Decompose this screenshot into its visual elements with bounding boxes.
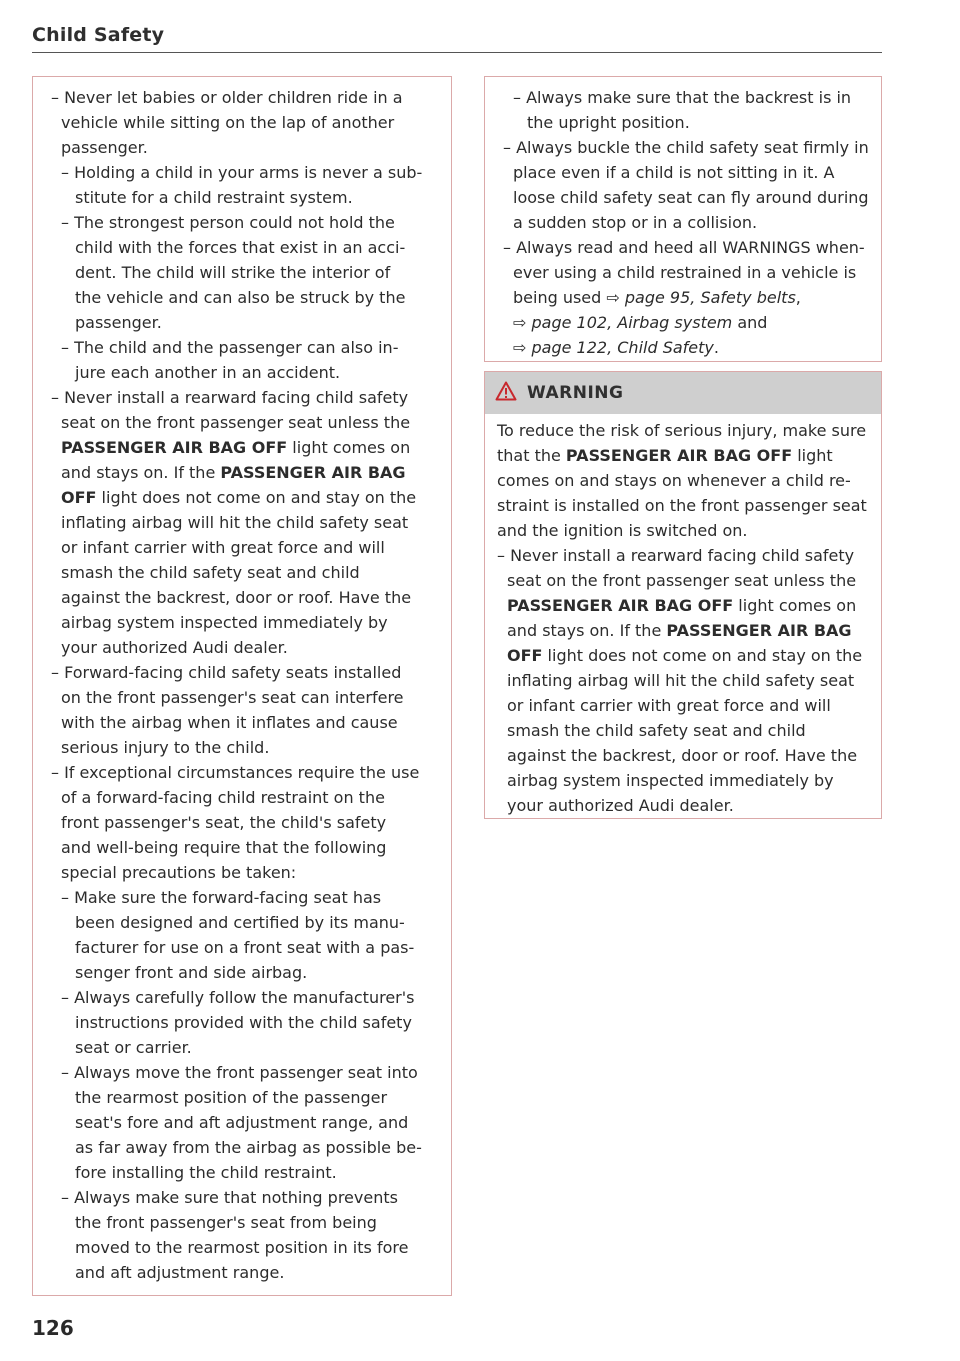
bold-term: OFF (507, 646, 543, 665)
text-line: inflating airbag will hit the child safety seat (61, 513, 409, 532)
text-line: ever using a child restrained in a vehicle is (513, 263, 857, 282)
text-line: dent. The child will strike the interior of (75, 263, 391, 282)
text-line (497, 593, 871, 618)
text-line: special precautions be taken: (61, 863, 297, 882)
text-line: – Always carefully follow the manufacturer's (61, 988, 415, 1007)
text-line (51, 435, 441, 460)
text-line (51, 485, 441, 510)
text-line: moved to the rearmost position in its fore (75, 1238, 409, 1257)
text-run: light comes on (287, 438, 411, 457)
text-line: and the ignition is switched on. (497, 521, 748, 540)
text-line: – Make sure the forward-facing seat has (61, 888, 382, 907)
text-line: with the airbag when it inflates and cause (61, 713, 398, 732)
text-line (503, 335, 871, 360)
text-line (503, 285, 871, 310)
text-line: airbag system inspected immediately by (61, 613, 388, 632)
text-line: a sudden stop or in a collision. (513, 213, 758, 232)
text-line: – Always read and heed all WARNINGS when- (503, 238, 865, 257)
text-line: on the front passenger's seat can interfere (61, 688, 404, 707)
text-line: smash the child safety seat and child (61, 563, 360, 582)
page-reference-link[interactable]: ⇨ page 102, Airbag system (513, 313, 733, 332)
text-line: of a forward-facing child restraint on the (61, 788, 385, 807)
text-line: To reduce the risk of serious injury, make sure (497, 421, 867, 440)
text-run: that the (497, 446, 566, 465)
text-line: been designed and certified by its manu- (75, 913, 405, 932)
text-line: seat's fore and aft adjustment range, and (75, 1113, 409, 1132)
text-line: senger front and side airbag. (75, 963, 308, 982)
text-line: comes on and stays on whenever a child re- (497, 471, 851, 490)
text-line: – Always make sure that the backrest is in (513, 88, 852, 107)
text-line: stitute for a child restraint system. (75, 188, 353, 207)
text-line: or infant carrier with great force and will (61, 538, 385, 557)
text-line: the front passenger's seat from being (75, 1213, 377, 1232)
text-line: the vehicle and can also be struck by the (75, 288, 406, 307)
right-text-box (484, 76, 882, 362)
text-line: the upright position. (527, 113, 690, 132)
text-line (51, 460, 441, 485)
text-run: light comes on (733, 596, 857, 615)
text-line: – If exceptional circumstances require the use (51, 763, 420, 782)
warning-box (484, 371, 882, 819)
text-line: your authorized Audi dealer. (61, 638, 288, 657)
text-line: and aft adjustment range. (75, 1263, 285, 1282)
text-line: fore installing the child restraint. (75, 1163, 337, 1182)
text-line: your authorized Audi dealer. (507, 796, 734, 815)
text-line: jure each another in an accident. (75, 363, 341, 382)
left-text-box (32, 76, 452, 1296)
text-line: vehicle while sitting on the lap of another (61, 113, 395, 132)
text-line: seat or carrier. (75, 1038, 192, 1057)
text-line: against the backrest, door or roof. Have the (61, 588, 412, 607)
text-line: airbag system inspected immediately by (507, 771, 834, 790)
warning-header (485, 372, 881, 414)
section-title: Child Safety (32, 24, 165, 46)
text-line: smash the child safety seat and child (507, 721, 806, 740)
warning-triangle-icon (495, 381, 517, 405)
text-line: – Never install a rearward facing child safety (497, 546, 855, 565)
text-run: light (792, 446, 833, 465)
warning-body (485, 414, 881, 818)
text-run: and stays on. If the (61, 463, 221, 482)
text-line (497, 618, 871, 643)
text-line: inflating airbag will hit the child safety seat (507, 671, 855, 690)
text-line: instructions provided with the child safety (75, 1013, 412, 1032)
text-run: and (732, 313, 768, 332)
text-line: – Always buckle the child safety seat firmly in (503, 138, 869, 157)
page-number: 126 (32, 1316, 74, 1340)
text-line: and well-being require that the following (61, 838, 387, 857)
text-line: – Holding a child in your arms is never a sub- (61, 163, 423, 182)
page-reference-link[interactable]: ⇨ page 95, Safety belts (606, 288, 796, 307)
text-line: seat on the front passenger seat unless the (61, 413, 411, 432)
text-line (503, 310, 871, 335)
bold-term: PASSENGER AIR BAG (666, 621, 852, 640)
text-line: seat on the front passenger seat unless the (507, 571, 857, 590)
bold-term: OFF (61, 488, 97, 507)
text-line: – Always move the front passenger seat into (61, 1063, 418, 1082)
text-line: child with the forces that exist in an acci- (75, 238, 406, 257)
bold-term: PASSENGER AIR BAG OFF (507, 596, 734, 615)
text-line: as far away from the airbag as possible be- (75, 1138, 422, 1157)
text-line: – The child and the passenger can also in- (61, 338, 399, 357)
text-line: serious injury to the child. (61, 738, 270, 757)
text-line: – The strongest person could not hold the (61, 213, 395, 232)
text-line: front passenger's seat, the child's safety (61, 813, 387, 832)
text-run: , (795, 288, 801, 307)
text-run: and stays on. If the (507, 621, 667, 640)
text-line: the rearmost position of the passenger (75, 1088, 388, 1107)
text-line: passenger. (61, 138, 148, 157)
bold-term: PASSENGER AIR BAG OFF (61, 438, 288, 457)
text-line: – Forward-facing child safety seats installed (51, 663, 402, 682)
text-run: light does not come on and stay on the (542, 646, 863, 665)
text-line: loose child safety seat can fly around during (513, 188, 869, 207)
text-line: against the backrest, door or roof. Have the (507, 746, 858, 765)
text-line: facturer for use on a front seat with a pas- (75, 938, 415, 957)
warning-title: WARNING (527, 383, 624, 403)
page-reference-link[interactable]: ⇨ page 122, Child Safety (513, 338, 714, 357)
text-line: – Never let babies or older children ride in a (51, 88, 403, 107)
text-line (497, 643, 871, 668)
text-line: passenger. (75, 313, 162, 332)
text-line (497, 443, 871, 468)
text-run: being used (513, 288, 607, 307)
text-line: – Always make sure that nothing prevents (61, 1188, 398, 1207)
bold-term: PASSENGER AIR BAG (220, 463, 406, 482)
text-line: or infant carrier with great force and will (507, 696, 831, 715)
text-run: . (713, 338, 719, 357)
text-line: straint is installed on the front passenger seat (497, 496, 867, 515)
text-run: light does not come on and stay on the (96, 488, 417, 507)
header-rule (32, 52, 882, 53)
text-line: place even if a child is not sitting in it. A (513, 163, 835, 182)
text-line: – Never install a rearward facing child safety (51, 388, 409, 407)
bold-term: PASSENGER AIR BAG OFF (565, 446, 793, 465)
